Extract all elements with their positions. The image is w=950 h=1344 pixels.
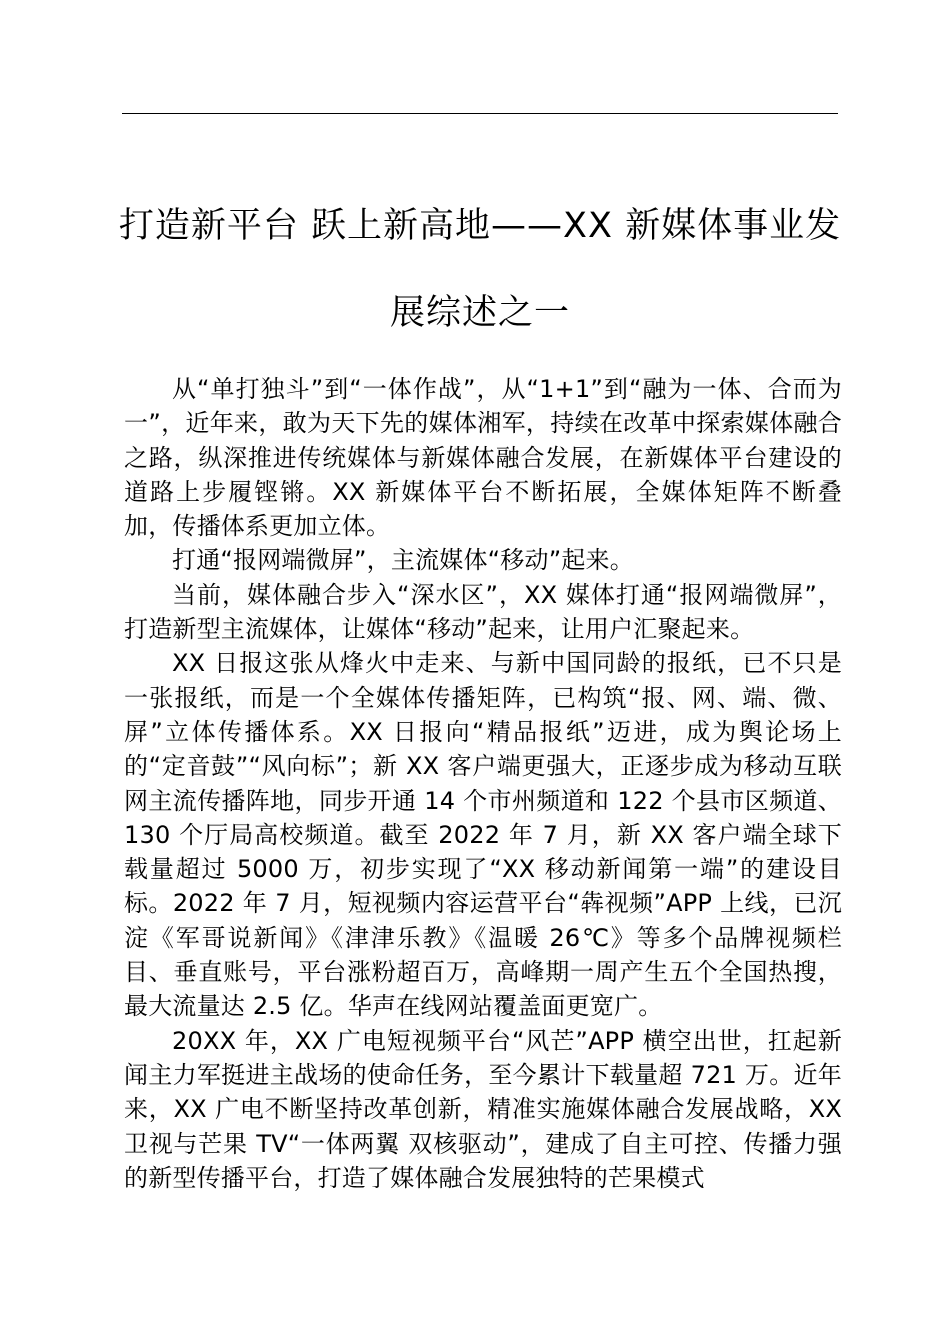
paragraph-daily: XX 日报这张从烽火中走来、与新中国同龄的报纸，已不只是一张报纸，而是一个全媒体传播矩阵，已构筑“报、网、端、微、屏”立体传播体系。XX 日报向“精品报纸”迈进，成为舆论场上的“定音鼓”“风向标”；新 XX 客户端更强大，正逐步成为移动互联网主流传播阵地，同步开通 14 个市州频道和 122 个县市区频道、130 个厅局高校频道。截至 2022 年 7 月，新 XX 客户端全球下载量超过 5000 万，初步实现了“XX 移动新闻第一端”的建设目标。2022 年 7 月，短视频内容运营平台“犇视频”APP 上线，已沉淀《军哥说新闻》《津津乐教》《温暖 26℃》等多个品牌视频栏目、垂直账号，平台涨粉超百万，高峰期一周产生五个全国热搜，最大流量达 2.5 亿。华声在线网站覆盖面更宽广。 <box>124 649 842 1021</box>
paragraph-intro: 从“单打独斗”到“一体作战”，从“1+1”到“融为一体、合而为一”，近年来，敢为天下先的媒体湘军，持续在改革中探索媒体融合之路，纵深推进传统媒体与新媒体融合发展，在新媒体平台建设的道路上步履铿锵。XX 新媒体平台不断拓展，全媒体矩阵不断叠加，传播体系更加立体。 <box>124 375 842 541</box>
paragraph-current: 当前，媒体融合步入“深水区”，XX 媒体打通“报网端微屏”，打造新型主流媒体，让媒体“移动”起来，让用户汇聚起来。 <box>124 580 842 644</box>
paragraph-subheading: 打通“报网端微屏”，主流媒体“移动”起来。 <box>172 546 634 575</box>
paragraph-broadcast: 20XX 年，XX 广电短视频平台“风芒”APP 横空出世，扛起新闻主力军挺进主战场的使命任务，至今累计下载量超 721 万。近年来，XX 广电不断坚持改革创新，精准实施媒体融合发展战略，XX 卫视与芒果 TV“一体两翼 双核驱动”，建成了自主可控、传播力强的新型传播平台，打造了媒体融合发展独特的芒果模式 <box>124 1026 842 1192</box>
document-body <box>124 372 842 1195</box>
header-rule <box>122 113 838 114</box>
title-line-2: 展综述之一 <box>389 293 570 333</box>
title-line-1: 打造新平台 跃上新高地——XX 新媒体事业发 <box>118 206 842 246</box>
document-title <box>110 183 850 357</box>
